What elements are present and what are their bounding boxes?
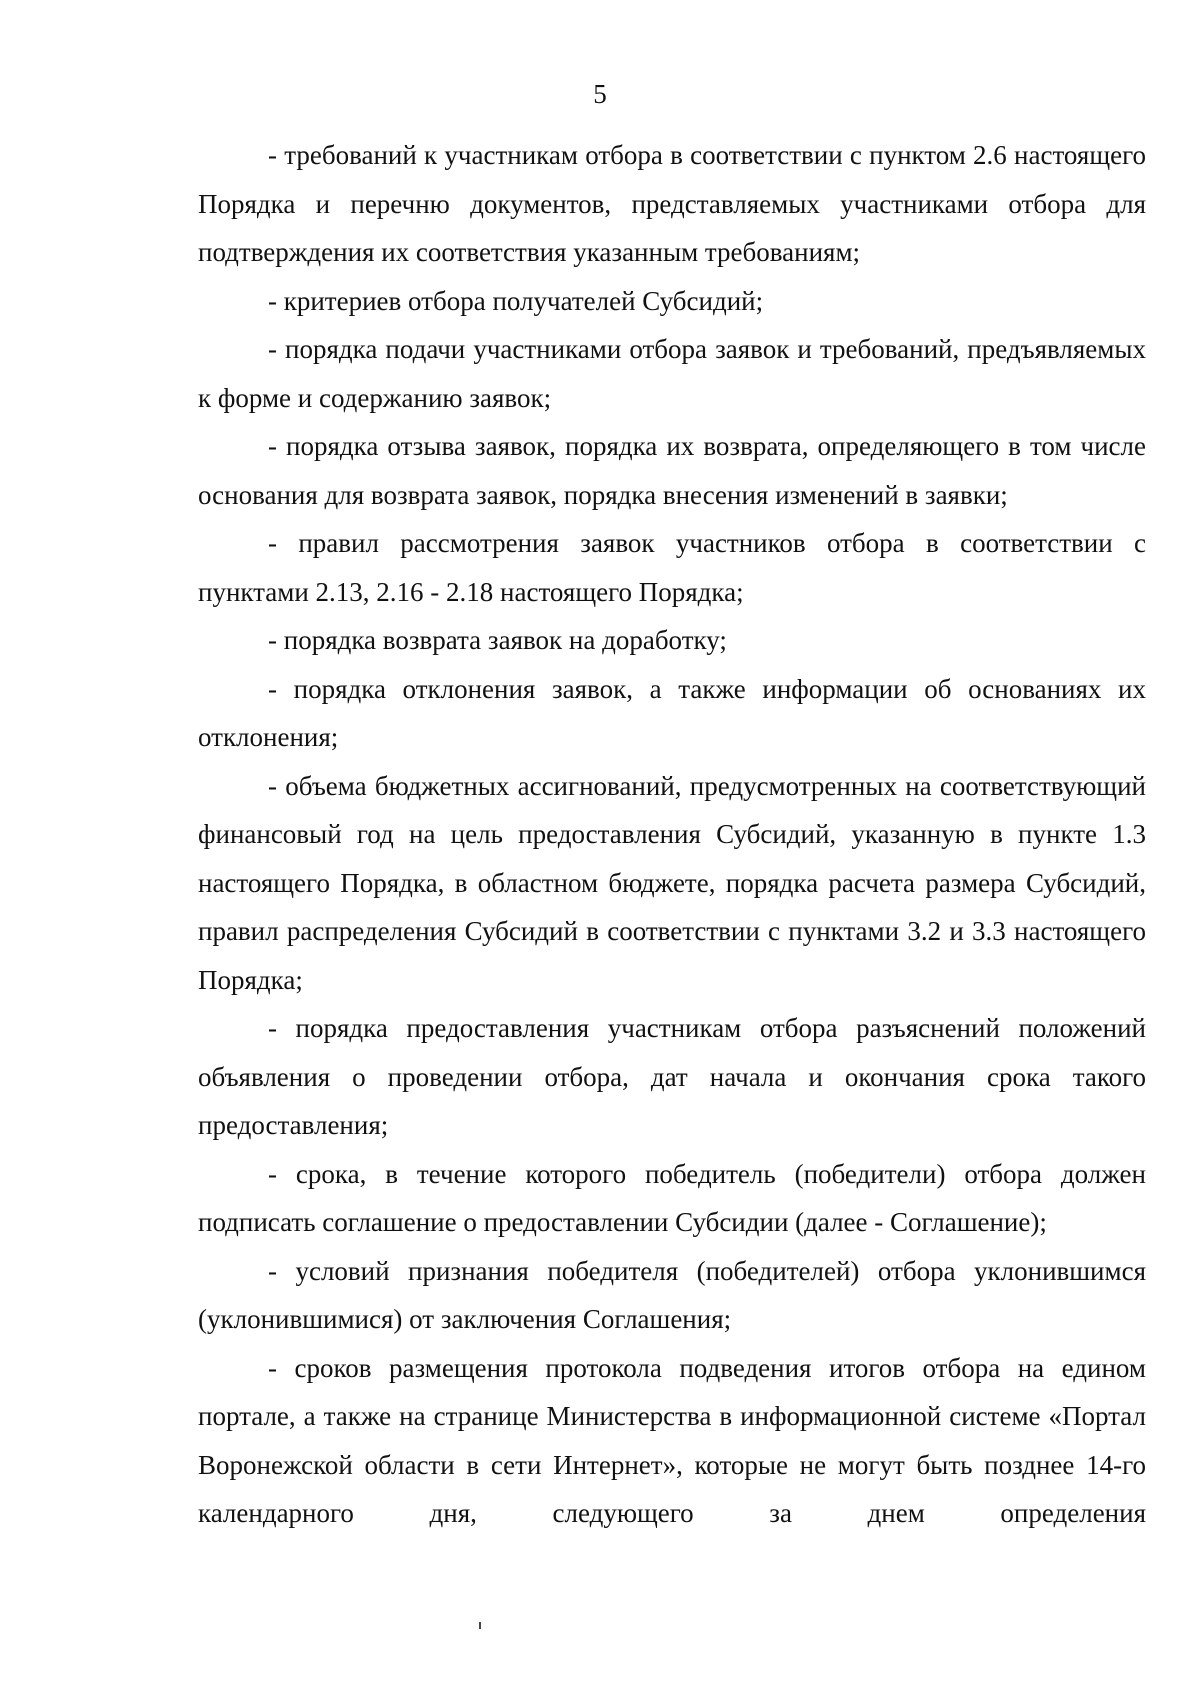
paragraph: - порядка отзыва заявок, порядка их возврата, определяющего в том числе основания для возврата заявок, порядка внесения изменений в заявки; [198,431,1146,510]
paragraph: - порядка возврата заявок на доработку; [268,625,727,655]
paragraph: - порядка подачи участниками отбора заявок и требований, предъявляемых к форме и содержанию заявок; [198,334,1146,413]
scan-artifact [479,1622,481,1629]
paragraph: - критериев отбора получателей Субсидий; [268,285,764,316]
paragraph: - объема бюджетных ассигнований, предусмотренных на соответствующий финансовый год на цель предоставления Субсидий, указанную в пункте 1.3 настоящего Порядка, в областном бюджете, порядка расчета размера Субсидий, правил распределения Субсидий в соответствии с пунктами 3.2 и 3.3 настоящего Порядка; [198,770,1146,995]
page-number: 5 [593,79,607,109]
paragraph: - сроков размещения протокола подведения итогов отбора на едином портале, а также на странице Министерства в информационной системе «Портал Воронежской области в сети Интернет», которые не могут быть позднее 14-го календарного дня, следующего за днем определения [198,1352,1146,1528]
paragraph: - порядка предоставления участникам отбора разъяснений положений объявления о проведении отбора, дат начала и окончания срока такого предоставления; [198,1013,1146,1140]
paragraph: - условий признания победителя (победителей) отбора уклонившимся (уклонившимися) от заключения Соглашения; [198,1255,1146,1334]
paragraph: - требований к участникам отбора в соответствии с пунктом 2.6 настоящего Порядка и перечню документов, представляемых участниками отбора для подтверждения их соответствия указанным требованиям; [198,140,1146,267]
document-body [198,131,1146,1538]
paragraph: - правил рассмотрения заявок участников отбора в соответствии с пунктами 2.13, 2.16 - 2.18 настоящего Порядка; [198,528,1146,607]
paragraph: - срока, в течение которого победитель (победители) отбора должен подписать соглашение о предоставлении Субсидии (далее - Соглашение); [198,1158,1146,1237]
paragraph: - порядка отклонения заявок, а также информации об основаниях их отклонения; [198,673,1146,752]
